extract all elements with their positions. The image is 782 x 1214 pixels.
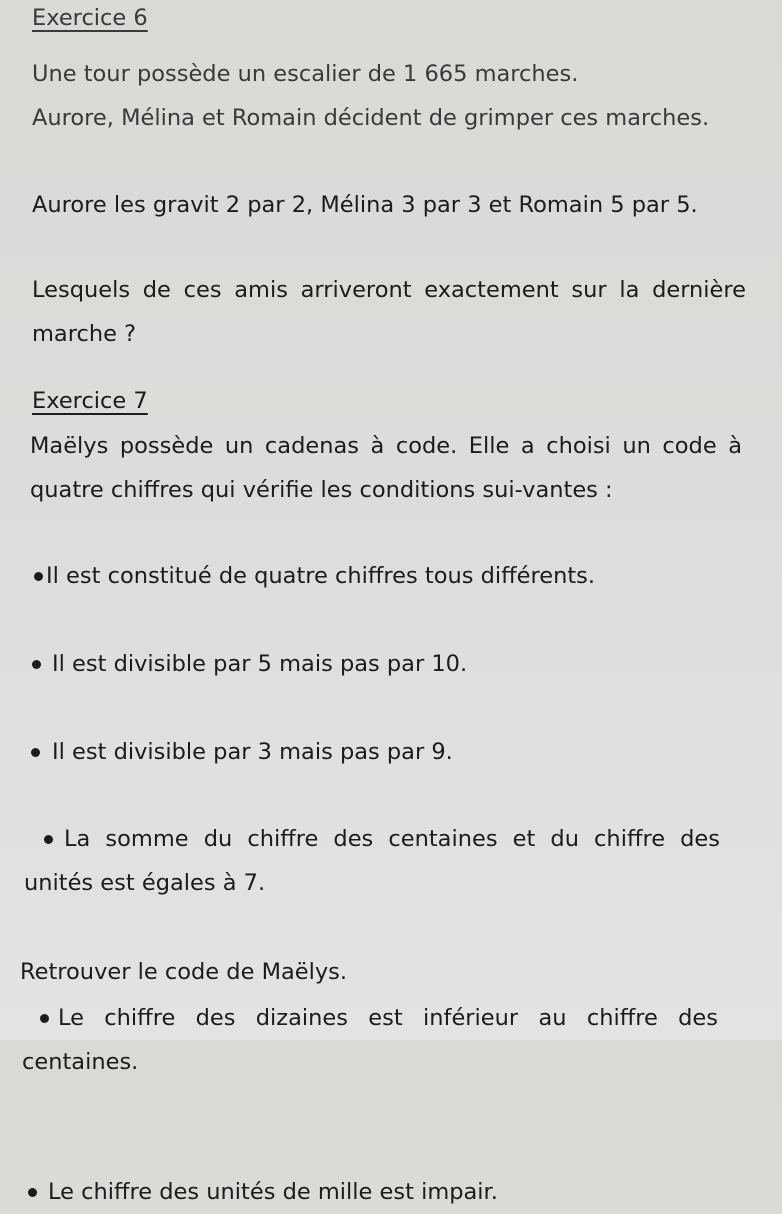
exercice-7-title: Exercice 7 xyxy=(32,388,148,414)
condition-item xyxy=(52,730,752,774)
bullet-icon xyxy=(34,572,43,581)
bullet-icon xyxy=(31,748,40,757)
bullet-icon xyxy=(32,660,41,669)
bullet-icon xyxy=(40,1014,49,1023)
condition-item xyxy=(46,554,746,598)
condition-item xyxy=(52,642,752,686)
condition-text: La somme du chiffre des centaines et du chiffre des unités est égales à 7. xyxy=(24,826,720,896)
exercice-7-intro: Maëlys possède un cadenas à code. Elle a choisi un code à quatre chiffres qui vérifie les conditions sui-vantes : xyxy=(30,433,742,503)
condition-text: Le chiffre des unités de mille est impair. xyxy=(48,1179,498,1205)
condition-item xyxy=(48,1170,738,1214)
exercice-7-question: Retrouver le code de Maëlys. xyxy=(20,959,348,985)
condition-item xyxy=(24,817,720,905)
exercice-6-statement-2: Aurore, Mélina et Romain décident de grimper ces marches. xyxy=(32,105,710,131)
exercice-6-statement-1: Une tour possède un escalier de 1 665 marches. xyxy=(32,61,579,87)
condition-text: Le chiffre des dizaines est inférieur au chiffre des centaines. xyxy=(22,1005,718,1075)
condition-item xyxy=(22,996,718,1084)
exercice-6-title: Exercice 6 xyxy=(32,5,148,31)
condition-text: Il est divisible par 3 mais pas par 9. xyxy=(52,739,453,765)
bullet-icon xyxy=(28,1188,37,1197)
bullet-icon xyxy=(44,835,53,844)
condition-text: Il est divisible par 5 mais pas par 10. xyxy=(52,651,468,677)
exercice-6-question: Lesquels de ces amis arriveront exactement sur la dernière marche ? xyxy=(32,277,746,347)
exercice-6-statement-3: Aurore les gravit 2 par 2, Mélina 3 par 3 et Romain 5 par 5. xyxy=(32,192,698,218)
condition-text: Il est constitué de quatre chiffres tous différents. xyxy=(46,563,596,589)
